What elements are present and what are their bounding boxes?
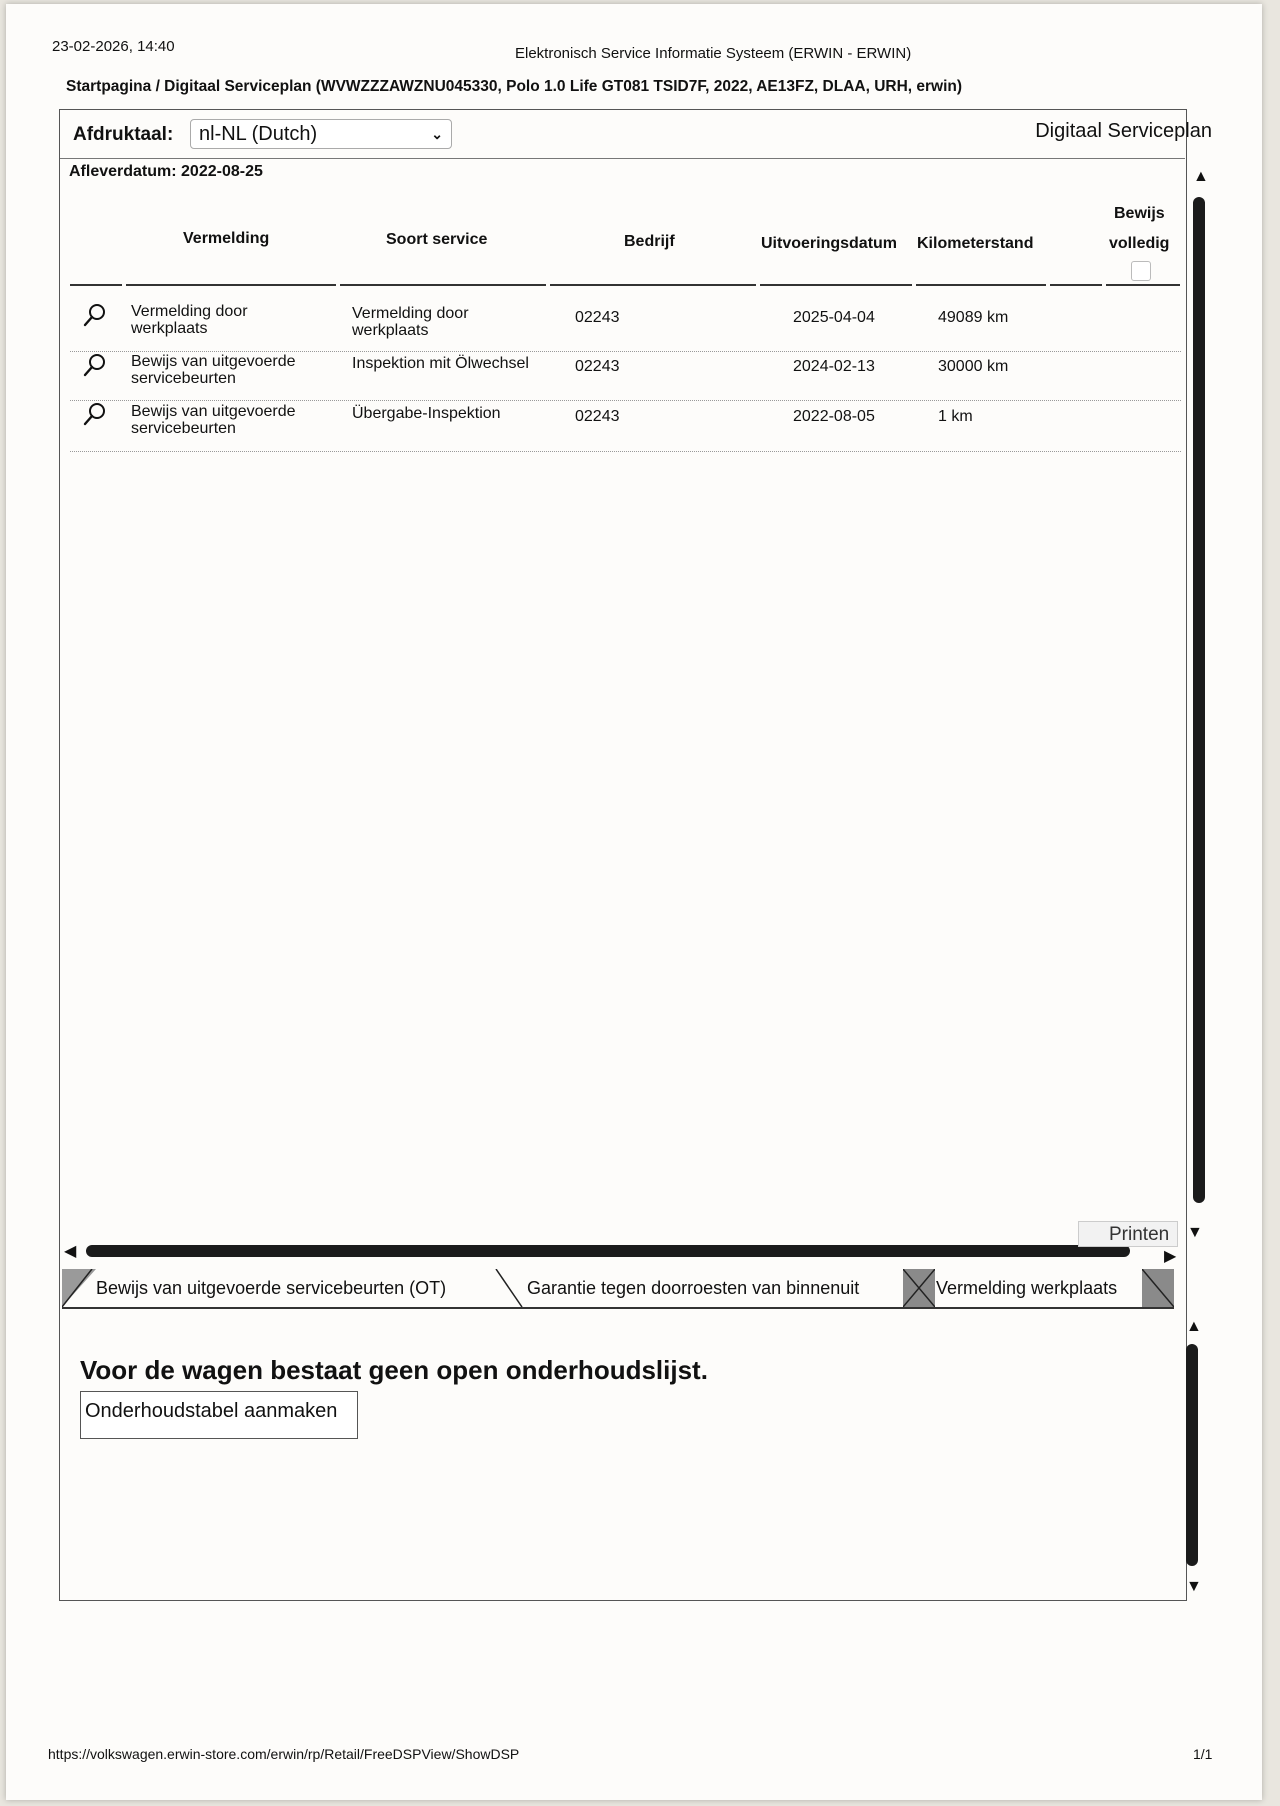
tab-corner [1142, 1269, 1174, 1307]
tab-bewijs-servicebeurten[interactable]: Bewijs van uitgevoerde servicebeurten (OT) [96, 1277, 447, 1298]
tab-garantie-doorroesten[interactable]: Garantie tegen doorroesten van binnenuit [527, 1277, 860, 1298]
vertical-scrollbar[interactable] [1186, 1344, 1198, 1566]
column-header-vermelding: Vermelding [183, 230, 270, 247]
scroll-down-arrow[interactable]: ▼ [1187, 1224, 1203, 1241]
row-1-datum: 2025-04-04 [793, 309, 875, 326]
row-divider [70, 400, 1181, 402]
row-divider [70, 451, 1181, 453]
footer-url: https://volkswagen.erwin-store.com/erwin/rp/Retail/FreeDSPView/ShowDSP [48, 1746, 520, 1762]
row-3-bedrijf: 02243 [575, 408, 620, 425]
print-datetime: 23-02-2026, 14:40 [52, 38, 175, 55]
tab-corner [494, 1269, 524, 1307]
chevron-down-icon: ⌄ [431, 125, 443, 142]
print-button[interactable]: Printen [1078, 1221, 1178, 1247]
scroll-up-arrow[interactable]: ▲ [1193, 168, 1209, 185]
tab-vermelding-werkplaats[interactable]: Vermelding werkplaats [936, 1277, 1118, 1298]
row-3-vermelding: Bewijs van uitgevoerde servicebeurten [131, 403, 296, 437]
header-rule [340, 284, 546, 286]
language-label: Afdruktaal: [73, 124, 174, 145]
header-rule [760, 284, 912, 286]
row-2-bedrijf: 02243 [575, 358, 620, 375]
no-maintenance-list-message: Voor de wagen bestaat geen open onderhoudslijst. [80, 1355, 708, 1385]
column-header-uitvoeringsdatum: Uitvoeringsdatum [761, 235, 898, 252]
magnifier-icon[interactable] [82, 352, 108, 378]
scroll-down-arrow[interactable]: ▼ [1186, 1578, 1202, 1595]
system-title: Elektronisch Service Informatie Systeem (ERWIN - ERWIN) [515, 45, 912, 62]
vertical-scrollbar[interactable] [1193, 197, 1205, 1203]
scroll-left-arrow[interactable]: ◀ [64, 1243, 77, 1260]
breadcrumb[interactable]: Startpagina / Digitaal Serviceplan (WVWZZZAWZNU045330, Polo 1.0 Life GT081 TSID7F, 2022, AE13FZ, DLAA, URH, erwin) [66, 78, 963, 95]
magnifier-icon[interactable] [82, 401, 108, 427]
header-rule [550, 284, 756, 286]
column-header-bedrijf: Bedrijf [624, 233, 675, 250]
tab-corner [903, 1269, 935, 1307]
delivery-date: Afleverdatum: 2022-08-25 [69, 163, 263, 180]
magnifier-icon[interactable] [82, 302, 108, 328]
language-select[interactable] [190, 119, 452, 149]
row-3-soort-service: Übergabe-Inspektion [352, 405, 501, 422]
panel-title: Digitaal Serviceplan [1035, 120, 1212, 142]
row-2-vermelding: Bewijs van uitgevoerde servicebeurten [131, 353, 296, 387]
row-3-km: 1 km [938, 408, 973, 425]
tab-corner [62, 1269, 96, 1307]
row-1-vermelding: Vermelding door werkplaats [131, 303, 248, 337]
header-rule [1050, 284, 1102, 286]
column-header-kilometerstand: Kilometerstand [917, 235, 1034, 252]
row-1-bedrijf: 02243 [575, 309, 620, 326]
language-value: nl-NL (Dutch) [199, 122, 318, 145]
horizontal-scrollbar[interactable] [86, 1245, 1130, 1257]
scroll-right-arrow[interactable]: ▶ [1164, 1248, 1177, 1265]
row-2-km: 30000 km [938, 358, 1009, 375]
create-maintenance-table-button[interactable]: Onderhoudstabel aanmaken [80, 1391, 358, 1439]
header-rule [126, 284, 336, 286]
row-1-soort-service: Vermelding door werkplaats [352, 305, 469, 339]
row-3-datum: 2022-08-05 [793, 408, 875, 425]
row-2-soort-service: Inspektion mit Ölwechsel [352, 355, 529, 372]
header-rule [1106, 284, 1180, 286]
header-rule [916, 284, 1046, 286]
column-header-bewijs: Bewijs [1114, 205, 1165, 222]
column-header-volledig: volledig [1109, 235, 1170, 252]
row-2-datum: 2024-02-13 [793, 358, 875, 375]
divider [60, 158, 1185, 159]
page-number: 1/1 [1193, 1746, 1213, 1762]
column-header-soort-service: Soort service [386, 231, 488, 248]
scroll-up-arrow[interactable]: ▲ [1186, 1318, 1202, 1335]
row-1-km: 49089 km [938, 309, 1009, 326]
bewijs-volledig-checkbox[interactable] [1131, 261, 1151, 281]
header-rule [70, 284, 122, 286]
tab-strip-rule [62, 1307, 1174, 1309]
